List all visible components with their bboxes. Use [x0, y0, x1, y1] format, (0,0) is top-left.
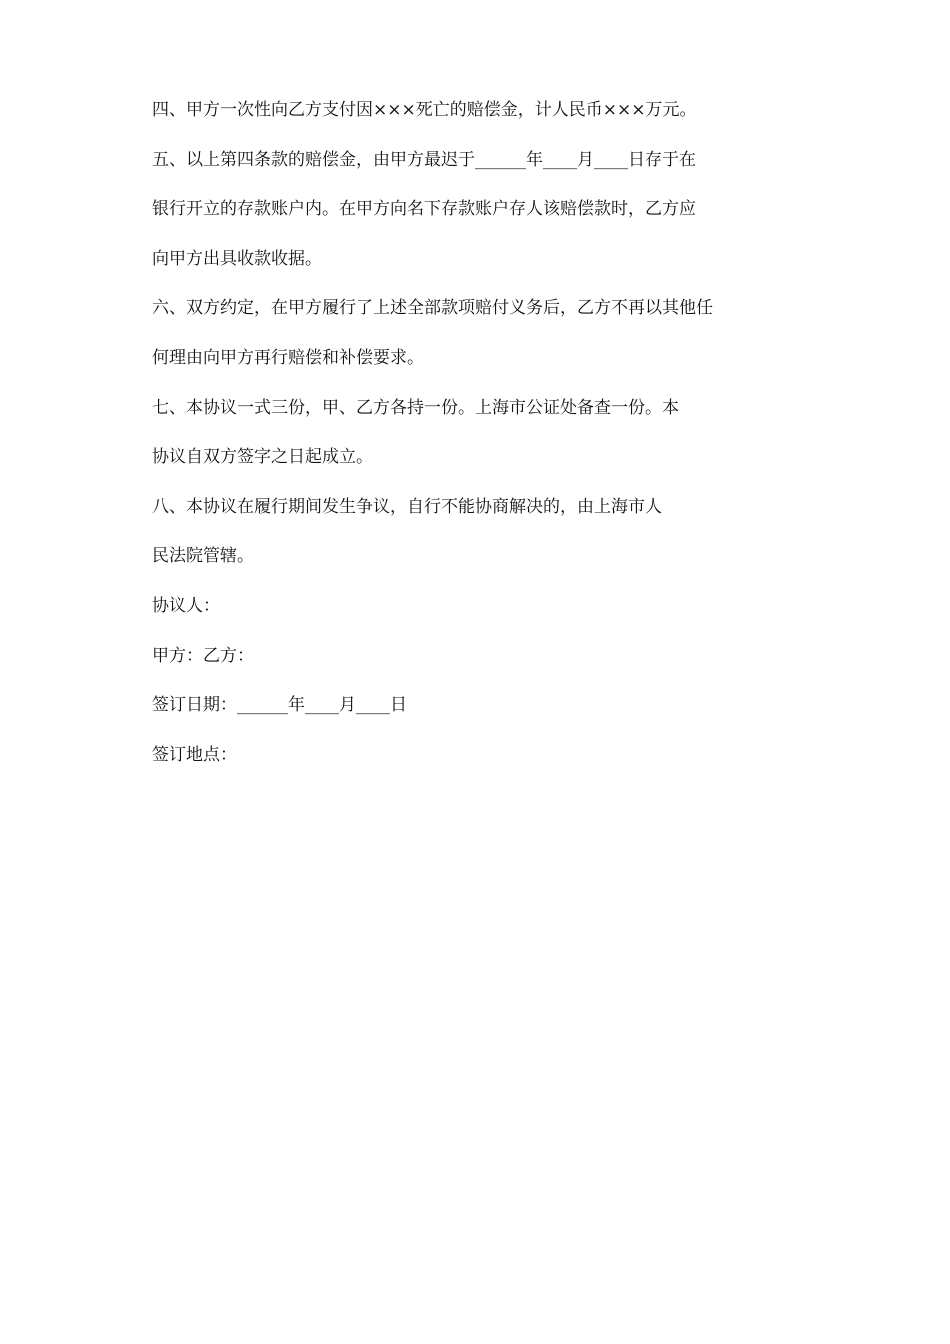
clause-8-line-2: 民法院管辖。 [152, 546, 254, 567]
clause-5-line-1: 五、以上第四条款的赔偿金，由甲方最迟于______年____月____日存于在 [152, 149, 696, 170]
clause-5-line-2: 银行开立的存款账户内。在甲方向名下存款账户存人该赔偿款时，乙方应 [152, 199, 696, 220]
clause-6-line-1: 六、双方约定，在甲方履行了上述全部款项赔付义务后，乙方不再以其他任 [152, 298, 713, 319]
clause-8-line-1: 八、本协议在履行期间发生争议，自行不能协商解决的，由上海市人 [152, 496, 662, 517]
signing-date: 签订日期：______年____月____日 [152, 695, 407, 716]
party-signatures: 甲方：乙方： [152, 645, 254, 666]
clause-7-line-1: 七、本协议一式三份，甲、乙方各持一份。上海市公证处备查一份。本 [152, 397, 679, 418]
document-body [152, 98, 812, 792]
signing-location: 签订地点： [152, 744, 237, 765]
clause-7-line-2: 协议自双方签字之日起成立。 [152, 447, 373, 468]
parties-heading: 协议人： [152, 595, 220, 616]
clause-4-line-1: 四、甲方一次性向乙方支付因×××死亡的赔偿金，计人民币×××万元。 [152, 100, 697, 120]
clause-5-line-3: 向甲方出具收款收据。 [152, 248, 322, 269]
clause-6-line-2: 何理由向甲方再行赔偿和补偿要求。 [152, 347, 424, 368]
